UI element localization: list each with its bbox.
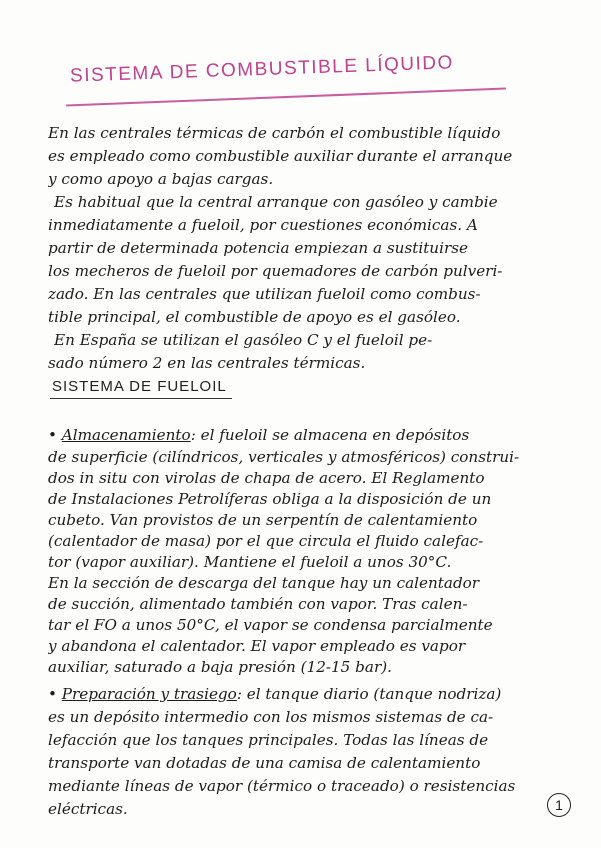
text-line: y abandona el calentador. El vapor empleado es vapor <box>48 639 466 655</box>
text-line: En España se utilizan el gasóleo C y el fueloil pe- <box>54 333 433 349</box>
text-line: sado número 2 en las centrales térmicas. <box>48 356 366 372</box>
text-line: eléctricas. <box>48 802 128 818</box>
text-line: tible principal, el combustible de apoyo es el gasóleo. <box>48 310 461 326</box>
text-line: transporte van dotadas de una camisa de calentamiento <box>48 756 481 772</box>
text-line: (calentador de masa) por el que circula el fluido calefac- <box>48 534 484 550</box>
text-line: dos in situ con virolas de chapa de acero. El Reglamento <box>48 471 485 487</box>
title-underline <box>66 88 506 107</box>
page-number: 1 <box>547 793 571 817</box>
text-line: es un depósito intermedio con los mismos sistemas de ca- <box>48 710 494 726</box>
text-line: Es habitual que la central arranque con gasóleo y cambie <box>54 195 498 211</box>
text-line: de Instalaciones Petrolíferas obliga a la disposición de un <box>48 492 492 508</box>
text-line: lefacción que los tanques principales. Todas las líneas de <box>48 733 489 749</box>
text-line: tor (vapor auxiliar). Mantiene el fueloil a unos 30°C. <box>48 555 452 571</box>
preparacion-first-line: • Preparación y trasiego: el tanque diario (tanque nodriza) <box>48 687 502 703</box>
text-line: de succión, alimentado también con vapor. Tras calen- <box>48 597 468 613</box>
preparacion-first-rest: : el tanque diario (tanque nodriza) <box>236 687 502 703</box>
text-line: partir de determinada potencia empiezan a sustituirse <box>48 241 468 257</box>
almacenamiento-first-rest: : el fueloil se almacena en depósitos <box>190 428 470 444</box>
text-line: tar el FO a unos 50°C, el vapor se condensa parcialmente <box>48 618 493 634</box>
section-underline <box>50 398 232 399</box>
text-line: zado. En las centrales que utilizan fueloil como combus- <box>48 287 481 303</box>
page-title: SISTEMA DE COMBUSTIBLE LÍQUIDO <box>69 52 455 87</box>
text-line: auxiliar, saturado a baja presión (12-15 bar). <box>48 660 392 676</box>
text-line: de superficie (cilíndricos, verticales y atmosféricos) construi- <box>48 450 520 466</box>
text-line: y como apoyo a bajas cargas. <box>48 172 274 188</box>
section-heading: SISTEMA DE FUELOIL <box>52 378 227 395</box>
almacenamiento-label: Almacenamiento <box>61 428 191 444</box>
text-line: es empleado como combustible auxiliar durante el arranque <box>48 149 513 165</box>
text-line: En las centrales térmicas de carbón el combustible líquido <box>48 126 501 142</box>
text-line: los mecheros de fueloil por quemadores de carbón pulveri- <box>48 264 503 280</box>
preparacion-label: Preparación y trasiego <box>61 687 237 703</box>
almacenamiento-first-line: • Almacenamiento: el fueloil se almacena en depósitos <box>48 428 470 444</box>
text-line: inmediatamente a fueloil, por cuestiones económicas. A <box>48 218 478 234</box>
text-line: cubeto. Van provistos de un serpentín de calentamiento <box>48 513 478 529</box>
text-line: mediante líneas de vapor (térmico o traceado) o resistencias <box>48 779 516 795</box>
text-line: En la sección de descarga del tanque hay un calentador <box>48 576 480 592</box>
